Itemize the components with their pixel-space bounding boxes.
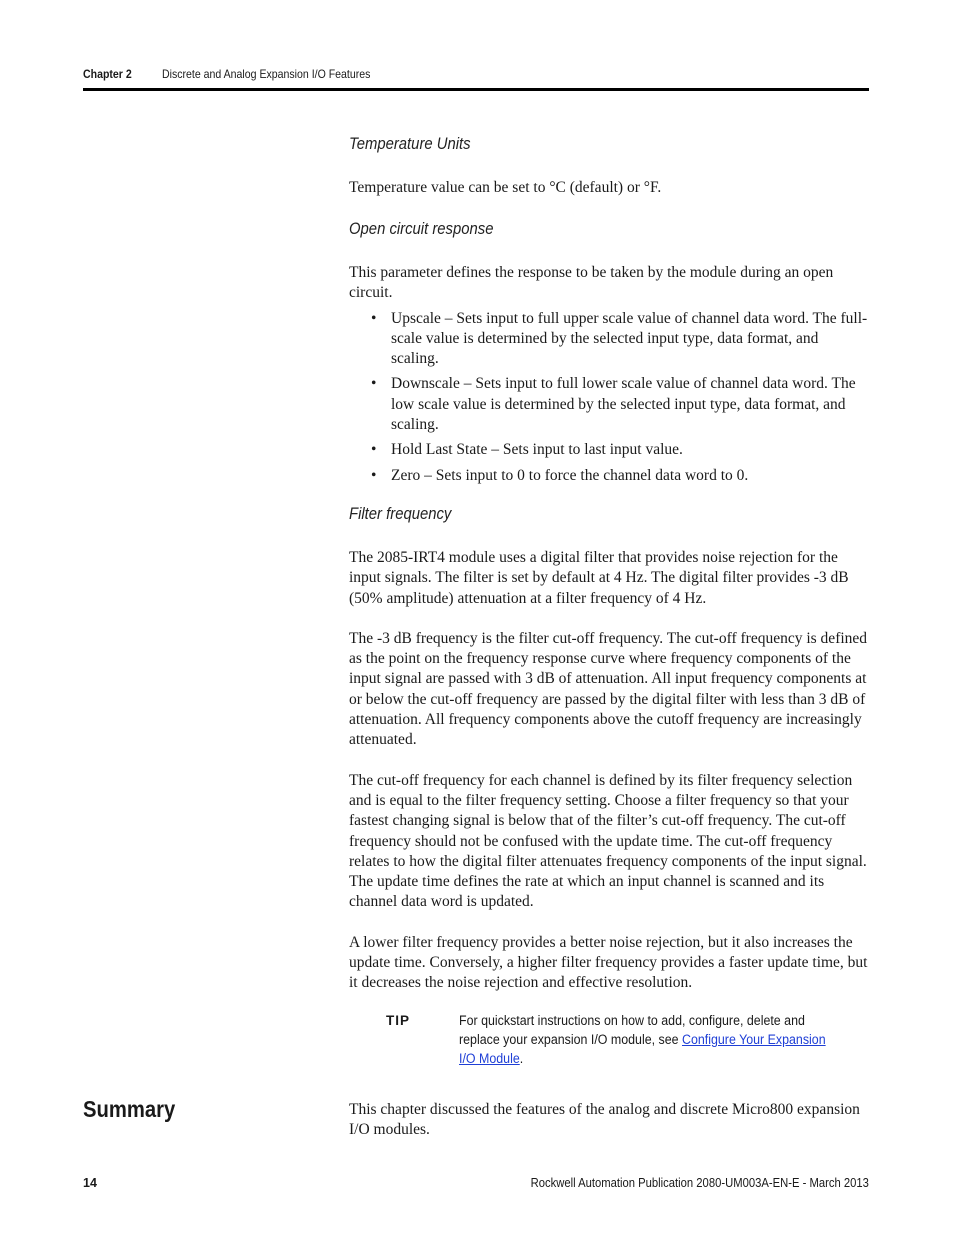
bullet-icon: • — [371, 309, 377, 327]
publication-info: Rockwell Automation Publication 2080-UM003A-EN-E - March 2013 — [530, 1176, 869, 1190]
summary-heading: Summary — [83, 1096, 176, 1122]
configure-expansion-io-link[interactable]: Configure Your Expansion I/O Module — [459, 1032, 826, 1066]
tip-label: TIP — [386, 1013, 411, 1028]
list-item-text: Upscale – Sets input to full upper scale value of channel data word. The full-scale value is determined by the selected input type, data format, and scaling. — [391, 309, 868, 368]
tip-text-after: . — [519, 1051, 524, 1066]
temperature-units-body — [349, 178, 869, 198]
bullet-icon: • — [371, 441, 377, 459]
filter-paragraph: The cut-off frequency for each channel is defined by its filter frequency selection and is equal to the filter frequency setting. Choose a filter frequency so that your fastest changing signal is below that of the filter’s cut-off frequency. The cut-off frequency should not be confused with the update time. The cut-off frequency relates to how the digital filter attenuates frequency components of the input signal. The update time defines the rate at which an input channel is scanned and its channel data word is updated. — [349, 771, 867, 911]
summary-body — [349, 1100, 869, 1141]
filter-paragraph: A lower filter frequency provides a better noise rejection, but it also increases the update time. Conversely, a higher filter frequency provides a faster update time, but it decreases the noise rejection and effective resolution. — [349, 933, 868, 992]
open-circuit-body — [349, 263, 869, 491]
heading-open-circuit: Open circuit response — [349, 220, 494, 238]
page-header — [83, 67, 869, 91]
list-item — [349, 374, 869, 435]
header-rule — [83, 88, 869, 91]
filter-frequency-body — [349, 548, 869, 994]
list-item — [349, 440, 869, 460]
page-number: 14 — [83, 1176, 97, 1190]
temperature-units-text: Temperature value can be set to °C (default) or °F. — [349, 179, 662, 196]
tip-text-before: For quickstart instructions on how to add, configure, delete and replace your expansion I/O module, see — [459, 1013, 805, 1047]
bullet-icon: • — [371, 375, 377, 393]
list-item — [349, 309, 869, 370]
open-circuit-list — [349, 309, 869, 486]
chapter-title: Discrete and Analog Expansion I/O Features — [162, 67, 371, 81]
bullet-icon: • — [371, 466, 377, 484]
tip-text — [459, 1011, 845, 1068]
list-item-text: Hold Last State – Sets input to last input value. — [391, 441, 683, 459]
filter-paragraph: The -3 dB frequency is the filter cut-off frequency. The cut-off frequency is defined as the point on the frequency response curve where frequency components of the input signal are passed with 3 dB of attenuation. All input frequency components at or below the cut-off frequency are passed by the digital filter with less than 3 dB of attenuation. All frequency components above the cutoff frequency are increasingly attenuated. — [349, 629, 868, 749]
heading-temperature-units: Temperature Units — [349, 135, 471, 153]
list-item-text: Downscale – Sets input to full lower scale value of channel data word. The low scale value is determined by the selected input type, data format, and scaling. — [391, 375, 856, 434]
list-item-text: Zero – Sets input to 0 to force the channel data word to 0. — [391, 466, 749, 484]
filter-paragraph: The 2085-IRT4 module uses a digital filter that provides noise rejection for the input signals. The filter is set by default at 4 Hz. The digital filter provides -3 dB (50% amplitude) attenuation at a filter frequency of 4 Hz. — [349, 549, 849, 607]
summary-text: This chapter discussed the features of the analog and discrete Micro800 expansion I/O modules. — [349, 1101, 860, 1139]
list-item — [349, 466, 869, 486]
heading-filter-frequency: Filter frequency — [349, 505, 452, 523]
open-circuit-intro: This parameter defines the response to be taken by the module during an open circuit. — [349, 264, 834, 302]
chapter-label: Chapter 2 — [83, 67, 132, 81]
